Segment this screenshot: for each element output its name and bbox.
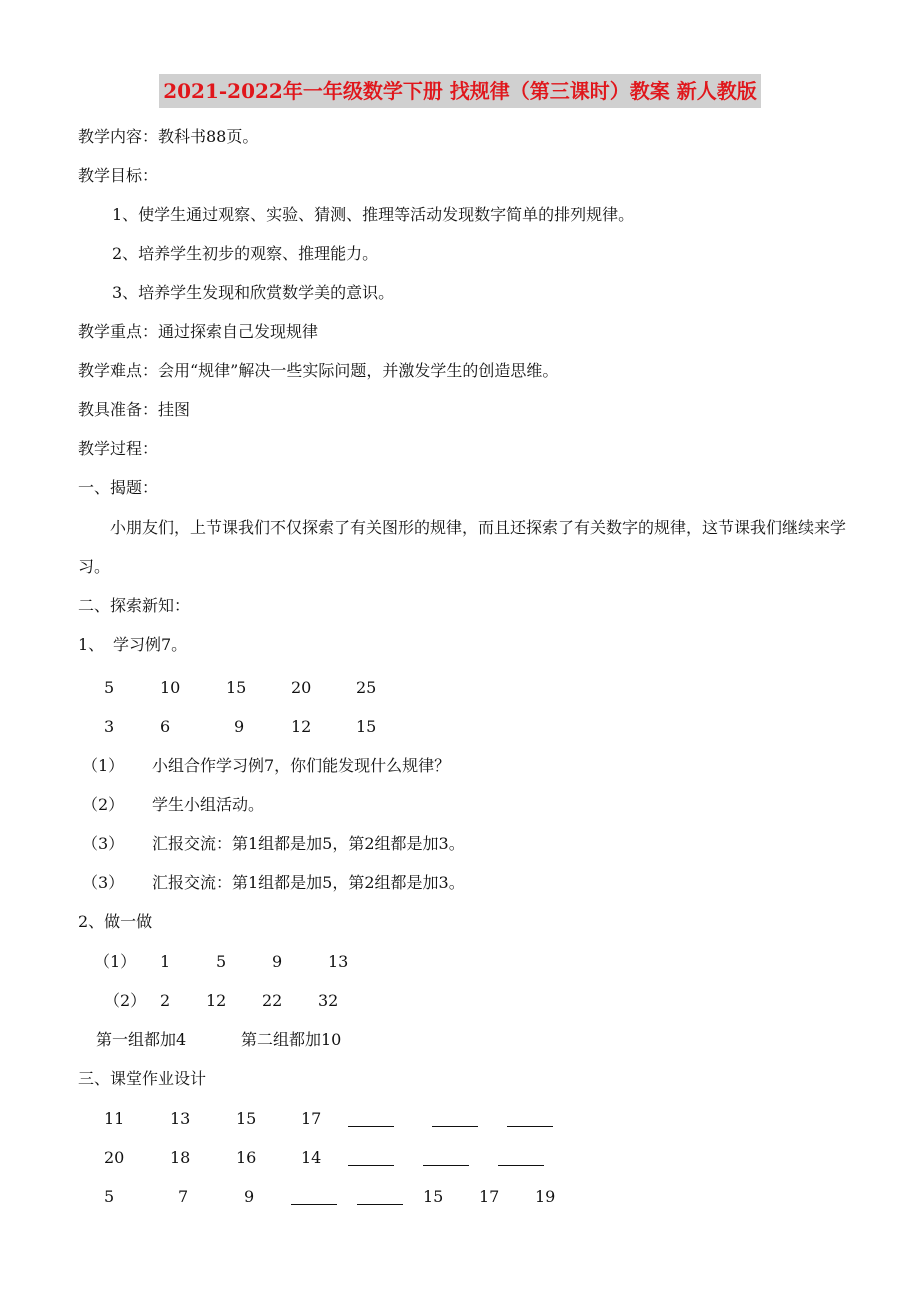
- homework-row1-number: 11: [104, 1109, 125, 1128]
- practice-rule-2: 第二组都加10: [241, 1030, 342, 1049]
- homework-row3-number: 17: [479, 1187, 500, 1206]
- homework-row3-number: 5: [104, 1187, 115, 1206]
- step-3-repeat-text: 汇报交流：第1组都是加5，第2组都是加3。: [152, 873, 465, 892]
- practice-row1-number: 1: [160, 952, 171, 971]
- process-heading: 教学过程：: [78, 439, 159, 458]
- example-row2-number: 6: [160, 717, 171, 736]
- difficulty: 教学难点：会用“规律”解决一些实际问题，并激发学生的创造思维。: [78, 361, 559, 380]
- answer-blank: [498, 1165, 544, 1166]
- homework-row1-number: 13: [170, 1109, 191, 1128]
- example-row2-number: 15: [356, 717, 377, 736]
- homework-row2-number: 16: [236, 1148, 257, 1167]
- section-1-heading: 一、揭题：: [78, 478, 159, 497]
- step-3-text: 汇报交流：第1组都是加5，第2组都是加3。: [152, 834, 465, 853]
- answer-blank: [357, 1204, 403, 1205]
- homework-row2-number: 20: [104, 1148, 125, 1167]
- example-row1-number: 25: [356, 678, 377, 697]
- step-1-text: 小组合作学习例7，你们能发现什么规律？: [152, 756, 451, 775]
- example-row1-number: 20: [291, 678, 312, 697]
- step-2-label: （2）: [82, 795, 125, 814]
- step-1-label: （1）: [82, 756, 125, 775]
- goals-heading: 教学目标：: [78, 166, 159, 185]
- example-row2-number: 12: [291, 717, 312, 736]
- example-row2-number: 9: [234, 717, 245, 736]
- practice-row2-number: 32: [318, 991, 339, 1010]
- step-2-text: 学生小组活动。: [152, 795, 265, 814]
- goal-3: 3、培养学生发现和欣赏数学美的意识。: [112, 283, 395, 302]
- practice-heading: 2、做一做: [78, 912, 153, 931]
- example-text: 学习例7。: [113, 635, 188, 654]
- homework-row3-number: 19: [535, 1187, 556, 1206]
- example-row1-number: 5: [104, 678, 115, 697]
- answer-blank: [432, 1126, 478, 1127]
- example-label: 1、: [78, 635, 105, 654]
- example-row2-number: 3: [104, 717, 115, 736]
- practice-row2-label: （2）: [104, 991, 147, 1010]
- practice-row2-number: 22: [262, 991, 283, 1010]
- practice-row2-number: 2: [160, 991, 171, 1010]
- key-point: 教学重点：通过探索自己发现规律: [78, 322, 319, 341]
- answer-blank: [348, 1165, 394, 1166]
- homework-row2-number: 18: [170, 1148, 191, 1167]
- step-3-label: （3）: [82, 834, 125, 853]
- teaching-tools: 教具准备：挂图: [78, 400, 191, 419]
- answer-blank: [348, 1126, 394, 1127]
- homework-row2-number: 14: [301, 1148, 322, 1167]
- section-2-heading: 二、探索新知：: [78, 596, 191, 615]
- homework-row1-number: 17: [301, 1109, 322, 1128]
- step-3-repeat-label: （3）: [82, 873, 125, 892]
- section-3-heading: 三、课堂作业设计: [78, 1069, 207, 1088]
- goal-2: 2、培养学生初步的观察、推理能力。: [112, 244, 379, 263]
- example-row1-number: 10: [160, 678, 181, 697]
- document-title: 2021-2022年一年级数学下册 找规律（第三课时）教案 新人教版: [159, 74, 761, 108]
- practice-row1-number: 13: [328, 952, 349, 971]
- homework-row1-number: 15: [236, 1109, 257, 1128]
- intro-paragraph: 小朋友们，上节课我们不仅探索了有关图形的规律，而且还探索了有关数字的规律，这节课我们继续来学习。: [78, 518, 847, 576]
- homework-row3-number: 9: [244, 1187, 255, 1206]
- practice-row1-label: （1）: [94, 952, 137, 971]
- answer-blank: [291, 1204, 337, 1205]
- practice-row1-number: 9: [272, 952, 283, 971]
- practice-rule-1: 第一组都加4: [96, 1030, 187, 1049]
- answer-blank: [507, 1126, 553, 1127]
- goal-1: 1、使学生通过观察、实验、猜测、推理等活动发现数字简单的排列规律。: [112, 205, 635, 224]
- practice-row1-number: 5: [216, 952, 227, 971]
- practice-row2-number: 12: [206, 991, 227, 1010]
- answer-blank: [423, 1165, 469, 1166]
- title-bar: [0, 74, 920, 108]
- teaching-content: 教学内容：教科书88页。: [78, 127, 259, 146]
- example-row1-number: 15: [226, 678, 247, 697]
- homework-row3-number: 15: [423, 1187, 444, 1206]
- homework-row3-number: 7: [178, 1187, 189, 1206]
